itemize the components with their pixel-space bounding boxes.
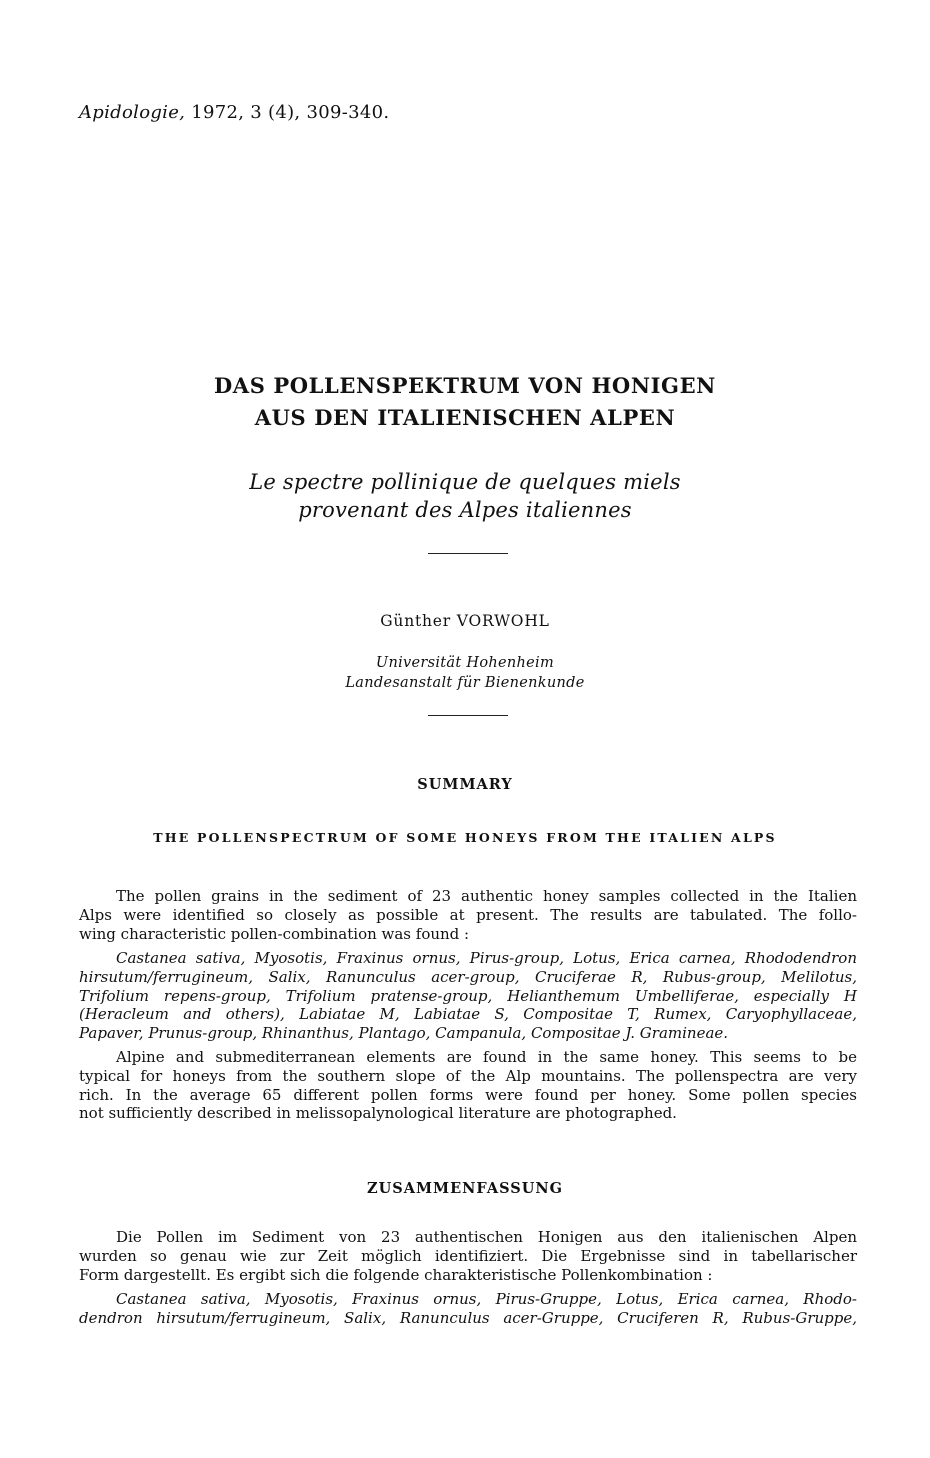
subtitle-line-2: provenant des Alpes italiennes	[298, 498, 632, 522]
subtitle-line-1: Le spectre pollinique de quelques miels	[249, 470, 681, 494]
text-line: hirsutum/ferrugineum, Salix, Ranunculus acer-group, Cruciferae R, Rubus-group, Melilotus,	[79, 967, 857, 986]
zusammenfassung-heading: ZUSAMMENFASSUNG	[367, 1180, 563, 1197]
affiliation-line-1: Universität Hohenheim	[375, 655, 555, 671]
text-line: rich. In the average 65 different pollen forms were found per honey. Some pollen species	[79, 1085, 857, 1104]
summary-paragraph-1	[79, 887, 857, 943]
divider-rule	[428, 715, 508, 716]
text-line: (Heracleum and others), Labiatae M, Labiatae S, Compositae T, Rumex, Caryophyllaceae,	[79, 1005, 857, 1024]
text-line: Papaver, Prunus-group, Rhinanthus, Plantago, Campanula, Compositae J. Gramineae.	[79, 1024, 729, 1043]
summary-heading: SUMMARY	[417, 776, 513, 793]
text-line: Form dargestellt. Es ergibt sich die folgende charakteristische Pollenkombination :	[79, 1265, 713, 1284]
text-line: wing characteristic pollen-combination was found :	[79, 924, 470, 943]
divider-rule	[428, 553, 508, 554]
text-line: dendron hirsutum/ferrugineum, Salix, Ranunculus acer-Gruppe, Cruciferen R, Rubus-Gruppe,	[79, 1308, 857, 1327]
text-line: The pollen grains in the sediment of 23 authentic honey samples collected in the Italien	[116, 887, 857, 905]
text-line: Alps were identified so closely as possible at present. The results are tabulated. The follo-	[79, 905, 857, 924]
journal-name: Apidologie,	[79, 102, 186, 123]
summary-subheading: THE POLLENSPECTRUM OF SOME HONEYS FROM THE ITALIEN ALPS	[153, 830, 777, 845]
text-line: not sufficiently described in melissopalynological literature are photographed.	[79, 1104, 677, 1123]
summary-paragraph-2	[79, 949, 857, 1043]
affiliation-line-2: Landesanstalt für Bienenkunde	[345, 675, 585, 691]
journal-details: 1972, 3 (4), 309-340.	[185, 102, 390, 123]
text-line: Castanea sativa, Myosotis, Fraxinus ornus, Pirus-Gruppe, Lotus, Erica carnea, Rhodo-	[116, 1290, 857, 1308]
text-line: Die Pollen im Sediment von 23 authentischen Honigen aus den italienischen Alpen	[116, 1228, 857, 1246]
text-line: Castanea sativa, Myosotis, Fraxinus ornus, Pirus-group, Lotus, Erica carnea, Rhododendron	[116, 949, 857, 967]
summary-paragraph-3	[79, 1048, 857, 1123]
author-name: Günther VORWOHL	[380, 612, 550, 630]
text-line: Trifolium repens-group, Trifolium pratense-group, Helianthemum Umbelliferae, especially H	[79, 986, 857, 1005]
zusammenfassung-paragraph-2	[79, 1290, 857, 1328]
journal-citation	[79, 102, 389, 123]
text-line: Alpine and submediterranean elements are found in the same honey. This seems to be	[116, 1048, 857, 1066]
title-line-1: DAS POLLENSPEKTRUM VON HONIGEN	[214, 373, 716, 398]
zusammenfassung-paragraph-1	[79, 1228, 857, 1284]
text-line: wurden so genau wie zur Zeit möglich identifiziert. Die Ergebnisse sind in tabellarischer	[79, 1246, 857, 1265]
text-line: typical for honeys from the southern slope of the Alp mountains. The pollenspectra are very	[79, 1066, 857, 1085]
title-line-2: AUS DEN ITALIENISCHEN ALPEN	[254, 405, 676, 430]
